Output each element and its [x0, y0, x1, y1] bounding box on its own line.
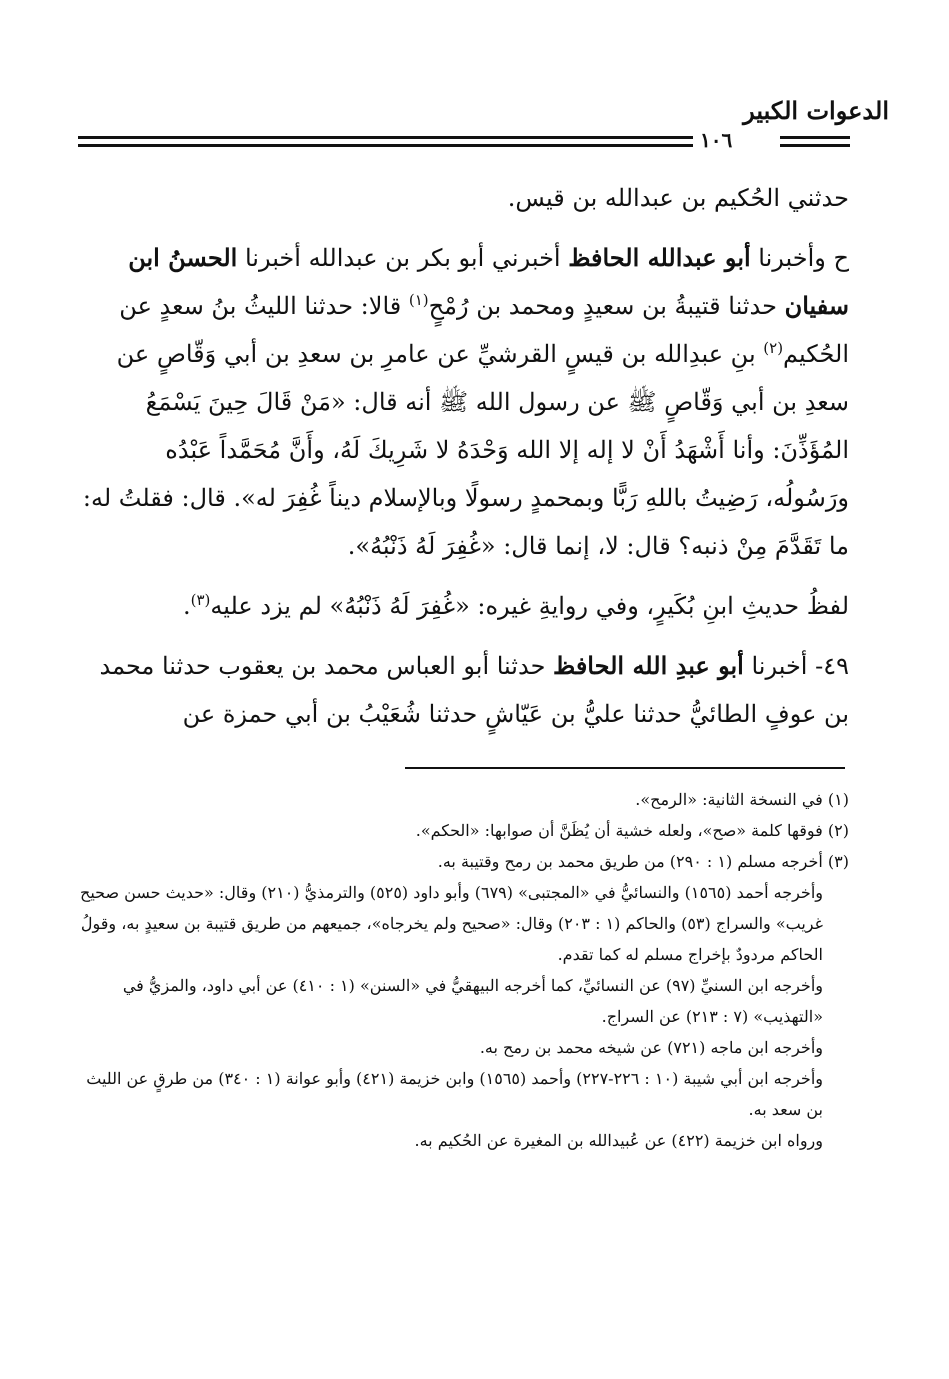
text-run: . [182, 592, 191, 620]
footnote-continuation: ورواه ابن خزيمة (٤٢٢) عن عُبيدالله بن المغيرة عن الحُكيم به. [414, 1131, 823, 1150]
text-run: ح وأخبرنا [750, 244, 849, 272]
text-run: حدثنا قتيبةُ بن سعيدٍ ومحمد بن رُمْحٍ [428, 292, 785, 320]
text-run: أخبرني أبو بكر بن عبدالله أخبرنا [237, 244, 569, 272]
text-run: ٤٩- أخبرنا [743, 652, 849, 680]
header-rule [78, 144, 693, 147]
text-run: قالا: حدثنا الليثُ بنُ سعدٍ عن الحُكيم [119, 292, 849, 368]
paragraph [78, 642, 849, 738]
paragraph-text: حدثني الحُكيم بن عبدالله بن قيس. [507, 184, 849, 212]
footnote-separator [405, 767, 845, 769]
main-text [78, 174, 849, 750]
narrator-name: الحسنُ ابن سفيان [128, 243, 849, 320]
header-rule [78, 136, 693, 139]
footnote-marker: (٣) [190, 591, 211, 609]
footnote: (٣) أخرجه مسلم (١ : ٢٩٠) من طريق محمد بن رمح وقتيبة به. [437, 852, 849, 871]
text-run: بنِ عبدِالله بن قيسٍ القرشيِّ عن عامرِ بن سعدِ بن أبي وَقّاصٍ عن سعدِ بن أبي وَقّاصٍ ﷺ عن رسول الله ﷺ أنه قال: «مَنْ قَالَ حِينَ يَسْمَعُ المُؤَذِّنَ: وأنا أَشْهَدُ أَنْ لا إله إلا الله وَحْدَهُ لا شَرِيكَ لَهُ، وأَنَّ مُحَمَّداً عَبْدُه ورَسُولُه، رَضِيتُ باللهِ رَبًّا وبمحمدٍ رسولًا وبالإسلام ديناً غُفِرَ له». قال: فقلتُ له: ما تَقَدَّمَ مِنْ ذنبه؟ قال: لا، إنما قال: «غُفِرَ لَهُ ذَنْبُهُ». [82, 340, 849, 560]
narrator-name: أبو عبدِ الله الحافظ [553, 651, 744, 680]
paragraph [78, 234, 849, 570]
footnote-marker: (٢) [763, 339, 784, 357]
footnote-continuation: وأخرجه ابن السنيِّ (٩٧) عن النسائيِّ، كما أخرجه البيهقيُّ في «السنن» (١ : ٤١٠) عن أبي داود، والمزيُّ في «التهذيب» (٧ : ٢١٣) عن السراج. [122, 976, 823, 1026]
footnote-continuation: وأخرجه ابن ماجه (٧٢١) عن شيخه محمد بن رمح به. [479, 1038, 823, 1057]
header-rule-short [780, 136, 850, 139]
footnote-marker: (١) [408, 291, 429, 309]
footnote-continuation: وأخرجه ابن أبي شيبة (١٠ : ٢٢٦-٢٢٧) وأحمد (١٥٦٥) وابن خزيمة (٤٢١) وأبو عوانة (١ : ٣٤٠) من طرقٍ عن الليث بن سعد به. [86, 1069, 823, 1119]
footnote-continuation: وأخرجه أحمد (١٥٦٥) والنسائيُّ في «المجتبى» (٦٧٩) وأبو داود (٥٢٥) والترمذيُّ (٢١٠) وقال: «حديث حسن صحيح غريب» والسراج (٥٣) والحاكم (١ : ٢٠٣) وقال: «صحيح ولم يخرجاه»، جميعهم من طريق قتيبة بن سعيدٍ به، وقولُ الحاكم مردودٌ بإخراج مسلم له كما تقدم. [79, 883, 823, 964]
running-title: الدعوات الكبير [743, 96, 889, 125]
text-run: حدثنا أبو العباس محمد بن يعقوب حدثنا محمد بن عوفٍ الطائيُّ حدثنا عليُّ بن عَيّاشٍ حدثنا شُعَيْبُ بن أبي حمزة عن [99, 652, 849, 728]
footnotes [78, 784, 849, 1156]
header-rule-short [780, 144, 850, 147]
page-number: ١٠٦ [700, 128, 733, 152]
text-run: لفظُ حديثِ ابنِ بُكَيرٍ، وفي روايةِ غيره: «غُفِرَ لَهُ ذَنْبُهُ» لم يزد عليه [210, 592, 849, 620]
paragraph [78, 174, 849, 222]
narrator-name: أبو عبدالله الحافظ [568, 243, 751, 272]
footnote: (١) في النسخة الثانية: «الرمح». [635, 790, 849, 809]
footnote: (٢) فوقها كلمة «صح»، ولعله خشية أن يُظَنَّ أن صوابها: «الحكم». [415, 821, 849, 840]
paragraph [78, 582, 849, 630]
